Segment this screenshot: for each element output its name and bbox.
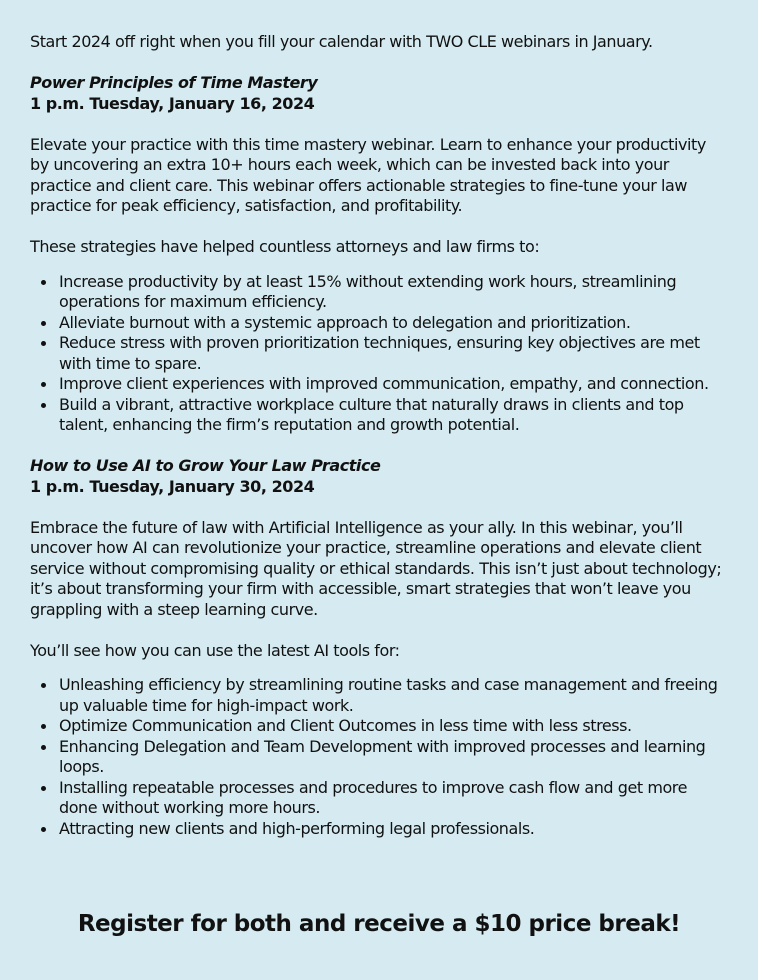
webinar-2 (30, 456, 728, 839)
spacer (30, 53, 728, 74)
list-item: Alleviate burnout with a systemic approach to delegation and prioritization. (59, 313, 728, 334)
list-item: Build a vibrant, attractive workplace culture that naturally draws in clients and top talent, enhancing the firm’s reputation and growth potential. (59, 395, 728, 436)
list-item: Improve client experiences with improved communication, empathy, and connection. (59, 374, 728, 395)
webinar-1-bullet-list (30, 272, 728, 436)
spacer (30, 661, 728, 675)
webinar-1-lead: These strategies have helped countless attorneys and law firms to: (30, 237, 540, 256)
list-item: Unleashing efficiency by streamlining routine tasks and case management and freeing up valuable time for high-impact work. (59, 675, 728, 716)
list-item: Reduce stress with proven prioritization techniques, ensuring key objectives are met with time to spare. (59, 333, 728, 374)
webinar-1 (30, 73, 728, 436)
register-call-to-action: Register for both and receive a $10 price break! (77, 911, 681, 937)
webinar-2-lead: You’ll see how you can use the latest AI tools for: (30, 640, 400, 660)
spacer (30, 436, 728, 457)
webinar-2-description: Embrace the future of law with Artificial Intelligence as your ally. In this webinar, you’ll uncover how AI can revolutionize your practice, streamline operations and elevate client service without compromising quality or ethical standards. This isn’t just about technology; it’s about transforming your firm with accessible, smart strategies that won’t leave you grappling with a steep learning curve. (30, 517, 722, 619)
webinar-1-time: 1 p.m. Tuesday, January 16, 2024 (30, 93, 315, 113)
list-item: Increase productivity by at least 15% without extending work hours, streamlining operations for maximum efficiency. (59, 272, 728, 313)
intro-text: Start 2024 off right when you fill your calendar with TWO CLE webinars in January. (30, 32, 653, 51)
spacer (30, 620, 728, 641)
spacer (30, 258, 728, 272)
webinar-2-time: 1 p.m. Tuesday, January 30, 2024 (30, 476, 315, 496)
list-item: Optimize Communication and Client Outcomes in less time with less stress. (59, 716, 728, 737)
list-item: Attracting new clients and high-performing legal professionals. (59, 819, 728, 840)
list-item: Installing repeatable processes and procedures to improve cash flow and get more done without working more hours. (59, 778, 728, 819)
webinar-1-description: Elevate your practice with this time mastery webinar. Learn to enhance your productivity by uncovering an extra 10+ hours each week, which can be invested back into your practice and client care. This webinar offers actionable strategies to fine-tune your law practice for peak efficiency, satisfaction, and profitability. (30, 134, 706, 215)
webinar-2-title: How to Use AI to Grow Your Law Practice (30, 456, 381, 475)
webinar-1-title: Power Principles of Time Mastery (30, 73, 318, 92)
spacer (30, 114, 728, 135)
spacer (30, 497, 728, 518)
webinar-2-bullet-list (30, 675, 728, 839)
list-item: Enhancing Delegation and Team Development with improved processes and learning loops. (59, 737, 728, 778)
spacer (30, 217, 728, 238)
